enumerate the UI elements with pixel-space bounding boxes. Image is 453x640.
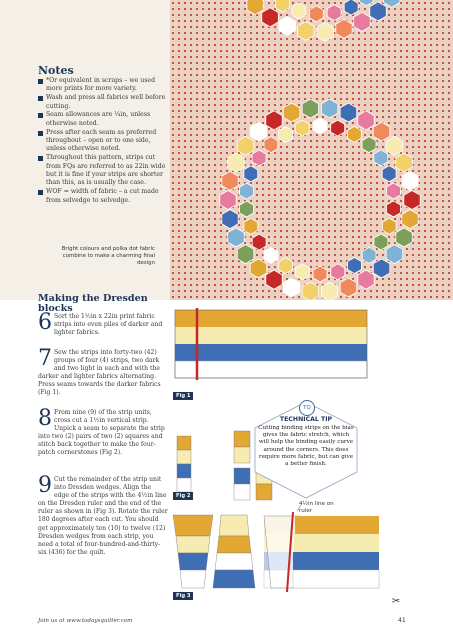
bullet-icon bbox=[38, 190, 43, 195]
strip-blue bbox=[175, 344, 367, 361]
quilt-hexagon bbox=[374, 150, 388, 166]
section-title: Making the Dresden blocks bbox=[38, 293, 148, 314]
notes-list bbox=[38, 77, 166, 205]
quilt-hexagon bbox=[347, 126, 361, 142]
quilt-photo-illustration bbox=[170, 0, 453, 300]
fig1-strip-set bbox=[175, 308, 367, 380]
tip-text: Cutting binding strips on the bias gives the fabric stretch, which will help the binding easily curve around the corners. This does require more fabric, but can give a better finish. bbox=[258, 425, 354, 468]
strip-cream bbox=[175, 327, 367, 344]
quilt-hexagon bbox=[295, 120, 309, 136]
quilt-hexagon bbox=[279, 258, 293, 274]
page-number: 41 bbox=[398, 617, 406, 624]
step-text: Sew the strips into forty-two (42) groups of four (4) strips, two dark and two light in each and with the darker and lighter fabrics alternating. Press seams towards the darker fabrics (Fig 1). bbox=[38, 349, 161, 397]
quilt-hexagon bbox=[327, 5, 341, 21]
fig2-label: Fig 2 bbox=[173, 492, 193, 500]
quilt-hexagon bbox=[348, 258, 362, 274]
step-number: 7 bbox=[38, 346, 52, 371]
step-9 bbox=[38, 473, 168, 557]
quilt-photo bbox=[170, 0, 453, 300]
bullet-icon bbox=[38, 96, 43, 101]
quilt-hexagon bbox=[309, 6, 323, 22]
step-6 bbox=[38, 310, 168, 337]
quilt-hexagon bbox=[362, 137, 376, 153]
notes-item-text: Seam allowances are ¼in, unless otherwise noted. bbox=[46, 111, 151, 127]
strip-mustard bbox=[175, 310, 367, 327]
notes-item-text: Press after each seam as preferred throughout – open or to one side, unless otherwise noted. bbox=[46, 128, 157, 153]
step-text: From nine (9) of the strip units, cross cut a 1½in vertical strip. Unpick a seam to separate the strip into two (2) pairs of two (2) squares and stitch back together to make the four-patch cornerstones (Fig 2). bbox=[38, 409, 165, 457]
quilt-hexagon bbox=[240, 183, 254, 199]
tip-badge-icon: TQ bbox=[299, 400, 315, 416]
step-text: Sort the 1½in x 22in print fabric strips into even piles of darker and lighter fabrics. bbox=[54, 313, 163, 337]
quilt-hexagon bbox=[382, 218, 396, 234]
quilt-hexagon bbox=[240, 201, 254, 217]
quilt-hexagon bbox=[387, 201, 401, 217]
step-7 bbox=[38, 346, 168, 398]
notes-item bbox=[38, 154, 166, 188]
quilt-hexagon bbox=[387, 183, 401, 199]
notes-item-text: *Or equivalent in scraps – we used more prints for more variety. bbox=[46, 77, 156, 93]
notes-title: Notes bbox=[38, 64, 74, 77]
quilt-hexagon bbox=[252, 150, 266, 166]
quilt-hexagon bbox=[331, 264, 345, 280]
notes-item-text: WOF = width of fabric – a cut made from selvedge to selvedge. bbox=[46, 188, 159, 204]
scissors-icon: ✂ bbox=[392, 596, 401, 607]
step-number: 6 bbox=[38, 310, 52, 335]
notes-item-text: Wash and press all fabrics well before cutting. bbox=[46, 94, 166, 110]
quilt-hexagon bbox=[313, 118, 327, 134]
bullet-icon bbox=[38, 113, 43, 118]
fig1-label: Fig 1 bbox=[173, 392, 193, 400]
step-number: 8 bbox=[38, 406, 52, 431]
ruler-label: 4½in line on ruler bbox=[299, 501, 334, 514]
bullet-icon bbox=[38, 79, 43, 84]
quilt-hexagon bbox=[264, 137, 278, 153]
photo-caption: Bright colours and polka dot fabric combine to make a charming final design bbox=[61, 246, 155, 266]
bullet-icon bbox=[38, 131, 43, 136]
step-8 bbox=[38, 406, 168, 458]
notes-item bbox=[38, 111, 166, 128]
quilt-hexagon bbox=[295, 264, 309, 280]
notes-item bbox=[38, 94, 166, 111]
notes-item bbox=[38, 77, 166, 94]
tip-title: TECHNICAL TIP bbox=[279, 416, 333, 423]
step-number: 9 bbox=[38, 473, 52, 498]
quilt-hexagon bbox=[313, 266, 327, 282]
step-text: Cut the remainder of the strip unit into Dresden wedges. Align the edge of the strips with the 4½in line on the Dresden ruler and the end of the ruler as shown in (Fig 3). Rotate the ruler 180 degrees after each cut. You should get approximately ten (10) to twelve (12) Dresden wedges from each strip, you need a total of four-hundred-and-thirty-six (436) for the quilt. bbox=[38, 476, 168, 556]
strip-white bbox=[175, 361, 367, 378]
notes-item bbox=[38, 129, 166, 154]
quilt-hexagon bbox=[362, 247, 376, 263]
quilt-hexagon bbox=[264, 247, 278, 263]
quilt-hexagon bbox=[279, 127, 293, 143]
quilt-hexagon bbox=[382, 166, 396, 182]
bullet-icon bbox=[38, 156, 43, 161]
quilt-hexagon bbox=[252, 234, 266, 250]
notes-item bbox=[38, 188, 166, 205]
fig3-label: Fig 3 bbox=[173, 592, 193, 600]
notes-item-text: Throughout this pattern, strips cut from FQs are referred to as 22in wide but it is fine if your strips are shorter than this, as is usually the case. bbox=[46, 154, 166, 187]
fig3-wedges bbox=[173, 505, 379, 592]
quilt-hexagon bbox=[244, 218, 258, 234]
footer-url: Join us at www.todaysquilter.com bbox=[38, 618, 133, 624]
quilt-hexagon bbox=[244, 166, 258, 182]
quilt-hexagon bbox=[374, 234, 388, 250]
quilt-hexagon bbox=[292, 3, 306, 19]
quilt-hexagon bbox=[331, 120, 345, 136]
